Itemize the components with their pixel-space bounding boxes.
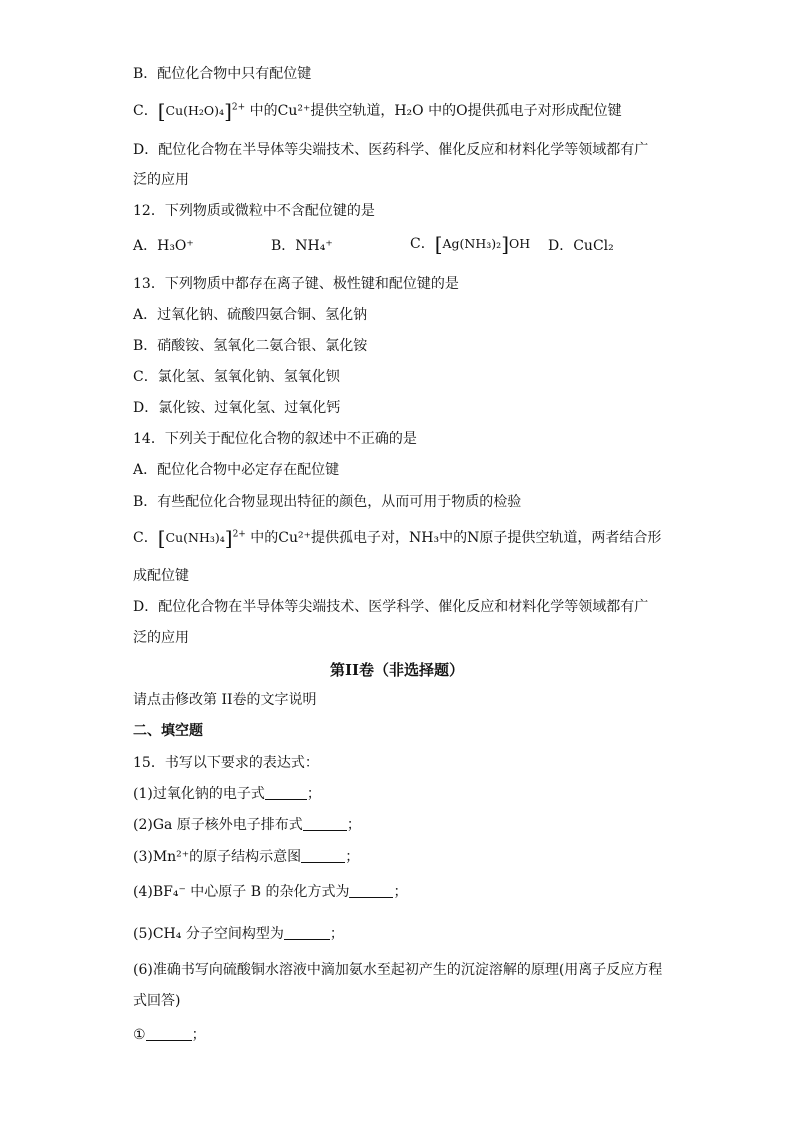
q14-option-c	[133, 528, 661, 548]
q11-option-c	[133, 101, 622, 121]
section-title: 第II卷（非选择题）	[329, 661, 465, 679]
answer-blank[interactable]	[284, 925, 330, 940]
answer-blank[interactable]	[349, 883, 393, 898]
q11-complex-charge: 2+	[231, 102, 246, 113]
answer-blank[interactable]	[303, 816, 347, 831]
q13-option-d: D．氯化铵、过氧化氢、过氧化钙	[133, 400, 341, 416]
q11-option-d-line1: D．配位化合物在半导体等尖端技术、医药科学、催化反应和材料化学等领域都有广	[133, 142, 649, 158]
end-mark: ；	[346, 817, 361, 833]
q15-part6-line1: (6)准确书写向硫酸铜水溶液中滴加氨水至起初产生的沉淀溶解的原理(用离子反应方程	[133, 962, 663, 978]
q15-part2	[133, 815, 361, 835]
end-mark: ；	[306, 786, 321, 802]
q12-option-a: A．H₃O⁺	[133, 238, 194, 254]
q15-part5-text: (5)CH₄ 分子空间构型为	[133, 926, 284, 942]
answer-blank[interactable]	[301, 848, 345, 863]
q13-option-b: B．硝酸铵、氢氧化二氨合银、氯化铵	[133, 338, 368, 354]
q15-part3-text: (3)Mn²⁺的原子结构示意图	[133, 849, 302, 865]
q13-option-a: A．过氧化钠、硫酸四氨合铜、氢化钠	[133, 307, 368, 323]
q15-part5	[133, 924, 344, 944]
q11-option-c-prefix: C．	[133, 103, 158, 119]
q15-part1	[133, 784, 321, 804]
q12-option-d: D．CuCl₂	[548, 238, 614, 254]
q15-part3	[133, 847, 359, 867]
q11-complex-formula: Cu(H₂O)₄	[165, 103, 225, 118]
q15-part4-text: (4)BF₄⁻ 中心原子 B 的杂化方式为	[133, 884, 350, 900]
q14-complex-formula: Cu(NH₃)₄	[165, 530, 225, 545]
circled-one-icon: ①	[133, 1027, 146, 1043]
q14-option-b: B．有些配位化合物显现出特征的颜色，从而可用于物质的检验	[133, 494, 522, 510]
end-mark: ；	[329, 926, 344, 942]
q15-part4	[133, 882, 407, 902]
section-heading: 二、填空题	[133, 723, 203, 739]
q11-option-c-text: 中的Cu²⁺提供空轨道，H₂O 中的O提供孤电子对形成配位键	[245, 103, 622, 119]
q11-option-b: B．配位化合物中只有配位键	[133, 66, 312, 82]
answer-blank[interactable]	[265, 785, 307, 800]
left-bracket-icon: [	[157, 526, 166, 550]
q12-option-c-prefix: C．	[410, 236, 435, 252]
q14-option-d-line2: 泛的应用	[133, 630, 189, 646]
q14-option-c-text: 中的Cu²⁺提供孤电子对，NH₃中的N原子提供空轨道，两者结合形	[245, 530, 662, 546]
q12-option-b: B．NH₄⁺	[271, 238, 333, 254]
q15-part2-text: (2)Ga 原子核外电子排布式	[133, 817, 303, 833]
q15-part6-line2: 式回答)	[133, 993, 181, 1009]
q14-option-a: A．配位化合物中必定存在配位键	[133, 462, 340, 478]
right-bracket-icon: ]	[224, 99, 232, 123]
q14-option-c-line2: 成配位键	[133, 568, 189, 584]
left-bracket-icon: [	[157, 99, 166, 123]
left-bracket-icon: [	[434, 232, 443, 256]
end-mark: ；	[393, 884, 408, 900]
q13-stem: 13．下列物质中都存在离子键、极性键和配位键的是	[133, 276, 459, 292]
q14-complex-charge: 2+	[232, 529, 246, 540]
end-mark: ；	[191, 1027, 206, 1043]
right-bracket-icon: ]	[501, 232, 509, 256]
answer-blank[interactable]	[146, 1026, 192, 1041]
q15-part6-sub1	[133, 1025, 206, 1045]
q12-stem: 12．下列物质或微粒中不含配位键的是	[133, 203, 375, 219]
q12-complex-formula: Ag(NH₃)₂	[442, 236, 502, 251]
section-note: 请点击修改第 II卷的文字说明	[133, 692, 317, 708]
q15-part1-text: (1)过氧化钠的电子式	[133, 786, 265, 802]
q13-option-c: C．氯化氢、氢氧化钠、氢氧化钡	[133, 369, 340, 385]
q14-stem: 14．下列关于配位化合物的叙述中不正确的是	[133, 431, 417, 447]
end-mark: ；	[345, 849, 360, 865]
q12-complex-suffix: OH	[509, 236, 531, 251]
q14-option-d-line1: D．配位化合物在半导体等尖端技术、医学科学、催化反应和材料化学等领域都有广	[133, 599, 649, 615]
q14-option-c-prefix: C．	[133, 530, 158, 546]
q12-option-c	[410, 234, 530, 254]
right-bracket-icon: ]	[224, 526, 233, 550]
q11-option-d-line2: 泛的应用	[133, 172, 189, 188]
q15-stem: 15．书写以下要求的表达式：	[133, 755, 319, 771]
